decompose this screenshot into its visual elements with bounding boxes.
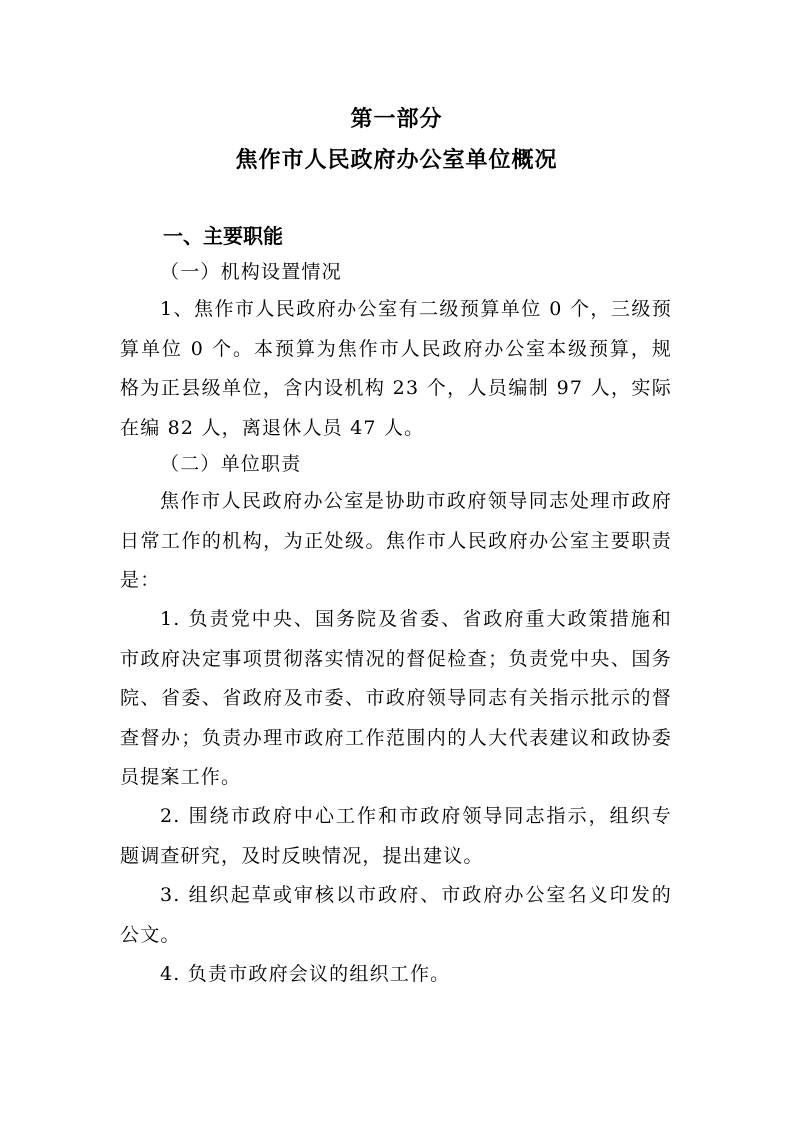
paragraph-structure: 1、焦作市人民政府办公室有二级预算单位 0 个，三级预算单位 0 个。本预算为焦作市人民政府办公室本级预算，规格为正县级单位，含内设机构 23 个，人员编制 97 人，实际在编 82 人，离退休人员 47 人。: [120, 298, 672, 439]
duty-item: 1. 负责党中央、国务院及省委、省政府重大政策措施和市政府决定事项贯彻落实情况的督促检查；负责党中央、国务院、省委、省政府及市委、市政府领导同志有关指示批示的督查督办；负责办理市政府工作范围内的人大代表建议和政协委员提案工作。: [120, 608, 672, 788]
subsection-heading-structure: （一）机构设置情况: [160, 261, 342, 283]
subsection-heading-duties: （二）单位职责: [160, 453, 302, 475]
document-title: 焦作市人民政府办公室单位概况: [235, 148, 558, 173]
duty-item: 3. 组织起草或审核以市政府、市政府办公室名义印发的公文。: [120, 884, 672, 946]
part-title: 第一部分: [350, 107, 443, 132]
section-heading: 一、主要职能: [163, 224, 283, 248]
duty-item: 2. 围绕市政府中心工作和市政府领导同志指示，组织专题调查研究，及时反映情况，提出建议。: [120, 805, 672, 867]
paragraph-duties-intro: 焦作市人民政府办公室是协助市政府领导同志处理市政府日常工作的机构，为正处级。焦作市人民政府办公室主要职责是：: [120, 490, 672, 591]
duty-item: 4. 负责市政府会议的组织工作。: [160, 963, 451, 985]
